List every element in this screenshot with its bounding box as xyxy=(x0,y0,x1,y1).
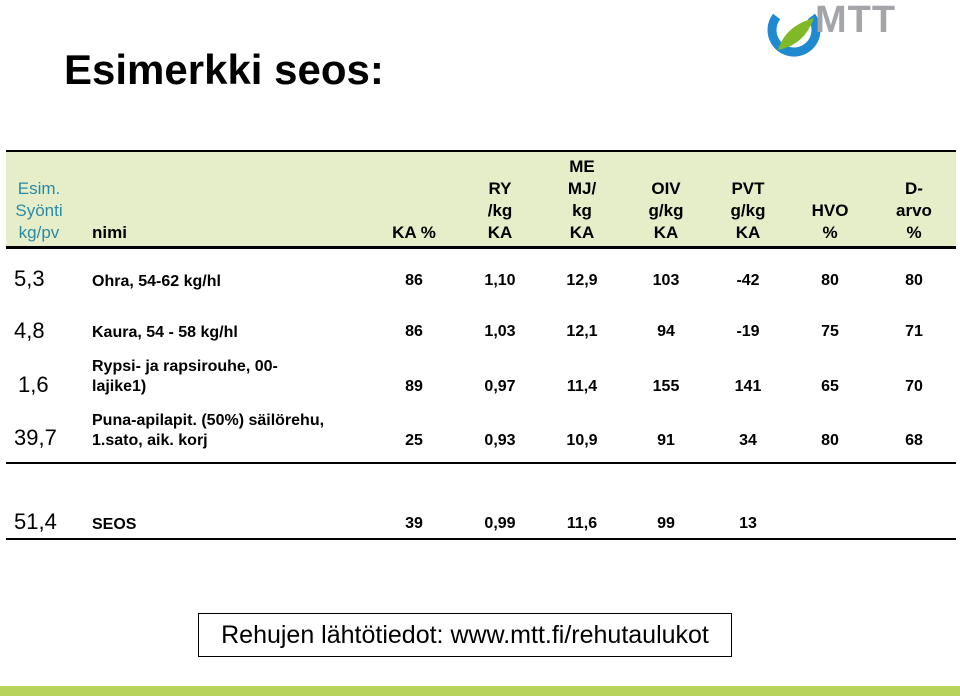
row3-qty: 1,6 xyxy=(18,372,49,397)
row4-d-arvo: 68 xyxy=(905,432,923,449)
row1-name: Ohra, 54-62 kg/hl xyxy=(92,273,221,290)
row4-qty: 39,7 xyxy=(14,425,57,450)
row2-ka: 86 xyxy=(405,323,423,340)
header-pvt: PVT g/kg KA xyxy=(730,179,766,242)
header-ry: RY /kg KA xyxy=(487,179,513,242)
row3-ka: 89 xyxy=(405,378,423,395)
total-oiv: 99 xyxy=(657,515,675,532)
total-name: SEOS xyxy=(92,516,137,533)
row3-ry: 0,97 xyxy=(484,378,516,395)
total-me: 11,6 xyxy=(566,515,598,532)
row1-d-arvo: 80 xyxy=(905,272,923,289)
total-ry: 0,99 xyxy=(484,515,516,532)
row3-oiv: 155 xyxy=(652,378,680,395)
row4-oiv: 91 xyxy=(657,432,675,449)
row2-name: Kaura, 54 - 58 kg/hl xyxy=(92,324,238,341)
row1-ka: 86 xyxy=(405,272,423,289)
row1-oiv: 103 xyxy=(652,272,680,289)
table-bottom-rule xyxy=(6,538,956,540)
table-body-rule xyxy=(6,462,956,464)
header-name: nimi xyxy=(92,223,127,242)
row4-pvt: 34 xyxy=(739,432,757,449)
table-header-rule xyxy=(6,246,956,249)
row2-oiv: 94 xyxy=(657,323,675,340)
row4-me: 10,9 xyxy=(566,432,598,449)
row1-ry: 1,10 xyxy=(484,272,516,289)
row2-qty: 4,8 xyxy=(14,318,45,343)
header-me: ME MJ/ kg KA xyxy=(567,157,597,242)
row3-name: Rypsi- ja rapsirouhe, 00- lajike1) xyxy=(92,358,278,395)
header-ka: KA % xyxy=(392,223,436,242)
row1-hvo: 80 xyxy=(821,272,839,289)
header-d-arvo: D- arvo % xyxy=(896,179,932,242)
logo-text: MTT xyxy=(815,0,897,41)
footer-source-note: Rehujen lähtötiedot: www.mtt.fi/rehutaulukot xyxy=(198,613,732,657)
table-top-rule xyxy=(6,150,956,152)
row4-name: Puna-apilapit. (50%) säilörehu, 1.sato, aik. korj xyxy=(92,412,325,449)
row2-d-arvo: 71 xyxy=(905,323,923,340)
total-qty: 51,4 xyxy=(14,509,57,534)
row4-hvo: 80 xyxy=(821,432,839,449)
header-hvo: HVO % xyxy=(811,201,849,242)
page-title: Esimerkki seos: xyxy=(64,46,384,93)
header-qty: Esim. Syönti kg/pv xyxy=(15,179,63,242)
row1-qty: 5,3 xyxy=(14,266,45,291)
row2-hvo: 75 xyxy=(821,323,839,340)
total-ka: 39 xyxy=(405,515,423,532)
row2-ry: 1,03 xyxy=(484,323,516,340)
row3-me: 11,4 xyxy=(566,378,598,395)
row2-me: 12,1 xyxy=(566,323,598,340)
row4-ka: 25 xyxy=(405,432,423,449)
total-pvt: 13 xyxy=(739,515,757,532)
row4-ry: 0,93 xyxy=(484,432,516,449)
bottom-accent-bar xyxy=(0,686,960,696)
row3-hvo: 65 xyxy=(821,378,839,395)
row1-pvt: -42 xyxy=(736,272,760,289)
row2-pvt: -19 xyxy=(736,323,760,340)
header-oiv: OIV g/kg KA xyxy=(648,179,684,242)
row1-me: 12,9 xyxy=(566,272,598,289)
row3-d-arvo: 70 xyxy=(905,378,923,395)
row3-pvt: 141 xyxy=(734,378,762,395)
